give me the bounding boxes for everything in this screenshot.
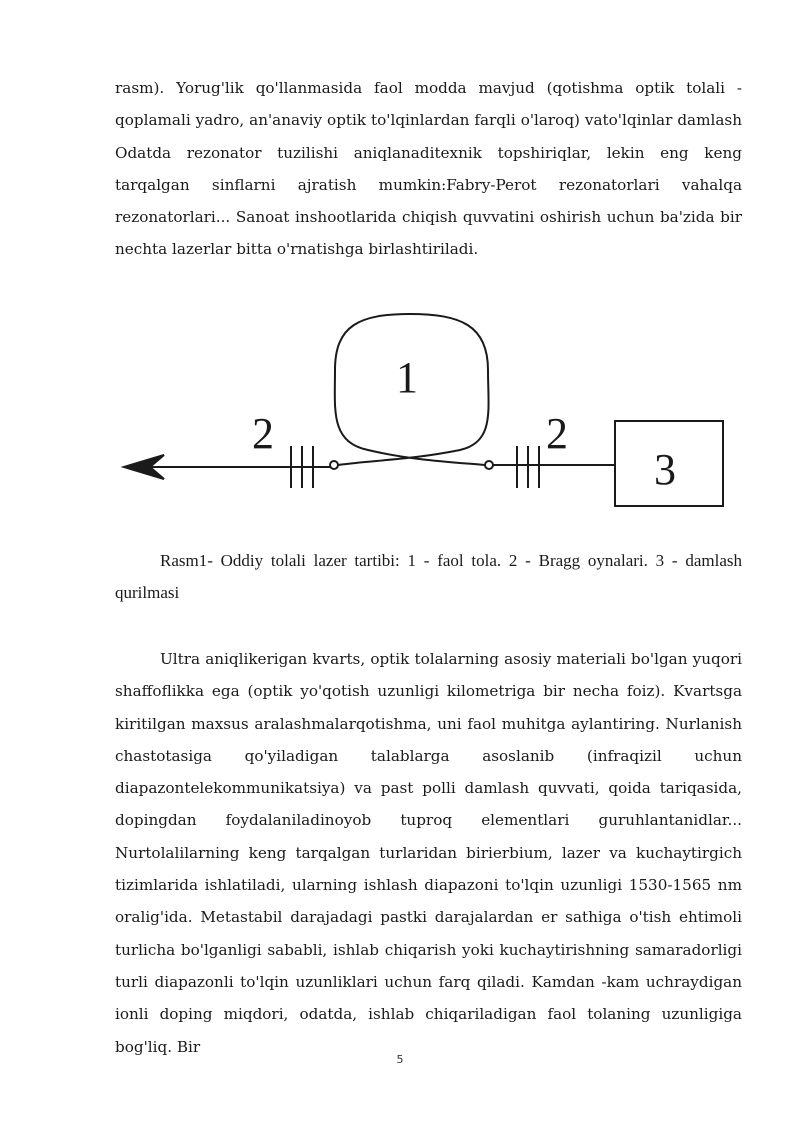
label-pump-device: 3 xyxy=(654,445,676,494)
page-number: 5 xyxy=(396,1053,404,1066)
body-paragraph: Ultra aniqlikerigan kvarts, optik tolalarning asosiy materiali bo'lgan yuqori shaffoflikka ega (optik yo'qotish uzunligi kilometriga bir necha foiz). Kvartsga kiritilgan maxsus aralashmalarqotishma, uni faol muhitga aylantiring. Nurlanish chastotasiga qo'yiladigan talablarga asoslanib (infraqizil uchun diapazontelekommunikatsiya) va past polli damlash quvvati, qoida tariqasida, dopingdan foydalaniladinoyob tuproq elementlari guruhlantanidlar... Nurtolalilarning keng tarqalgan turlaridan birierbium, lazer va kuchaytirgich tizimlarida ishlatiladi, ularning ishlash diapazoni to'lqin uzunligi 1530-1565 nm oralig'ida. Metastabil darajadagi pastki darajalardan er sathiga o'tish ehtimoli turlicha bo'lganligi sababli, ishlab chiqarish yoki kuchaytirishning samaradorligi turli diapazonli to'lqin uzunliklari uchun farq qiladi. Kamdan -kam uchraydigan ionli doping miqdori, odatda, ishlab chiqariladigan faol tolaning uzunligiga bog'liq. Bir xyxy=(115,650,742,1056)
label-grating-left: 2 xyxy=(252,409,274,458)
intro-paragraph: rasm). Yorug'lik qo'llanmasida faol modda mavjud (qotishma optik tolali - qoplamali yadro, an'anaviy optik to'lqinlardan farqli o'laroq) vato'lqinlar damlash Odatda rezonator tuzilishi aniqlanaditexnik topshiriqlar, lekin eng keng tarqalgan sinflarni ajratish mumkin:Fabry-Perot rezonatorlari vahalqa rezonatorlari... Sanoat inshootlarida chiqish quvvatini oshirish uchun ba'zida bir nechta lazerlar bitta o'rnatishga birlashtiriladi. xyxy=(115,79,742,259)
figure-caption: Rasm1- Oddiy tolali lazer tartibi: 1 - faol tola. 2 - Bragg oynalari. 3 - damlash qurilmasi xyxy=(115,551,742,602)
fiber-laser-diagram xyxy=(110,300,750,515)
splice-point-right xyxy=(485,461,493,469)
label-active-fiber: 1 xyxy=(396,353,418,402)
splice-point-left xyxy=(330,461,338,469)
label-grating-right: 2 xyxy=(546,409,568,458)
